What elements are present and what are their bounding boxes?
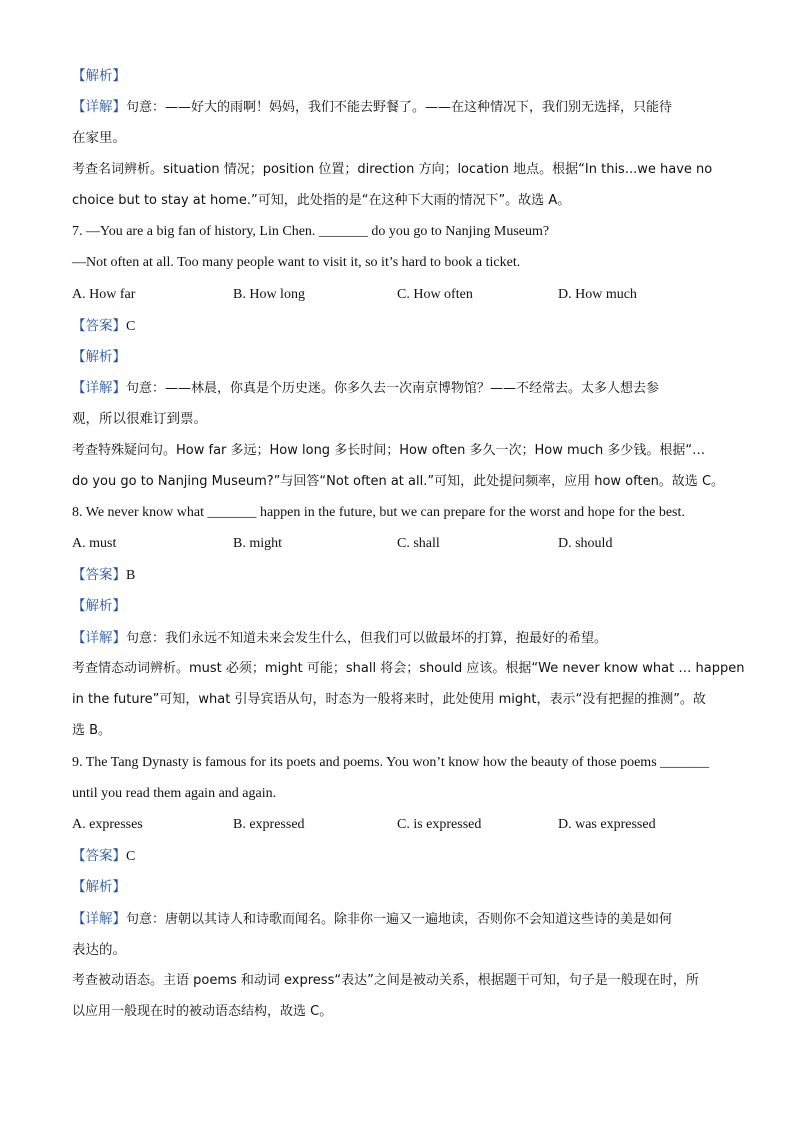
q9-stem-line-1: 9. The Tang Dynasty is famous for its poets and poems. You won’t know how the beauty of those poems _______ (72, 755, 710, 770)
q8-answer-value: B (126, 568, 136, 583)
q7-option-b: B. How long (233, 287, 305, 302)
q7-exam-line-1: 考查特殊疑问句。How far 多远；How long 多长时间；How often 多久一次；How much 多少钱。根据“… (72, 443, 706, 458)
q9-detail-line-2: 表达的。 (72, 942, 126, 958)
q9-answer-value: C (126, 849, 136, 864)
q7-answer-label: 【答案】 (72, 318, 126, 334)
q9-option-d: D. was expressed (558, 817, 656, 832)
q6-analysis-label: 【解析】 (72, 68, 126, 84)
q7-option-a: A. How far (72, 287, 136, 302)
q7-detail-line-1 (72, 378, 659, 399)
q9-detail-text-1: 句意：唐朝以其诗人和诗歌而闻名。除非你一遍又一遍地读，否则你不会知道这些诗的美是如何 (126, 912, 673, 927)
q9-detail-line-1 (72, 909, 672, 930)
q7-stem-line-2: —Not often at all. Too many people want to visit it, so it’s hard to book a ticket. (72, 255, 521, 270)
q9-exam-line-1: 考查被动语态。主语 poems 和动词 express“表达”之间是被动关系，根据题干可知，句子是一般现在时，所 (72, 973, 699, 988)
q9-detail-label: 【详解】 (72, 911, 126, 927)
q9-answer-label: 【答案】 (72, 848, 126, 864)
q6-detail-line-1 (72, 97, 672, 118)
q7-exam-line-2: do you go to Nanjing Museum?”与回答“Not often at all.”可知，此处提问频率，应用 how often。故选 C。 (72, 474, 725, 489)
q8-detail-line-1 (72, 628, 607, 649)
q8-answer-line (72, 565, 135, 586)
q7-answer-line (72, 316, 135, 337)
q9-option-c: C. is expressed (397, 817, 482, 832)
q8-detail-label: 【详解】 (72, 630, 126, 646)
q7-detail-text-1: 句意：——林晨，你真是个历史迷。你多久去一次南京博物馆？——不经常去。太多人想去参 (126, 381, 660, 396)
q6-detail-line-2: 在家里。 (72, 130, 126, 146)
q8-answer-label: 【答案】 (72, 567, 126, 583)
q8-stem-line-1: 8. We never know what _______ happen in the future, but we can prepare for the worst and hope for the best. (72, 505, 685, 520)
q6-exam-line-1: 考查名词辨析。situation 情况；position 位置；direction 方向；location 地点。根据“In this...we have no (72, 162, 713, 177)
q8-exam-line-3: 选 B。 (72, 723, 112, 738)
q6-exam-line-2: choice but to stay at home.”可知，此处指的是“在这种下大雨的情况下”。故选 A。 (72, 193, 571, 208)
q8-option-b: B. might (233, 536, 283, 551)
q6-detail-text-1: 句意：——好大的雨啊！妈妈，我们不能去野餐了。——在这种情况下，我们别无选择，只能待 (126, 100, 673, 115)
q8-analysis-label: 【解析】 (72, 598, 126, 614)
q7-answer-value: C (126, 319, 136, 334)
q7-stem-line-1: 7. —You are a big fan of history, Lin Chen. _______ do you go to Nanjing Museum? (72, 224, 550, 239)
q8-option-a: A. must (72, 536, 117, 551)
q7-option-d: D. How much (558, 287, 637, 302)
q7-detail-line-2: 观，所以很难订到票。 (72, 411, 207, 427)
q8-option-c: C. shall (397, 536, 440, 551)
q9-answer-line (72, 846, 135, 867)
q9-option-a: A. expresses (72, 817, 143, 832)
q8-exam-line-2: in the future”可知，what 引导宾语从句，时态为一般将来时，此处使用 might，表示“没有把握的推测”。故 (72, 692, 706, 707)
q6-detail-label: 【详解】 (72, 99, 126, 115)
q7-detail-label: 【详解】 (72, 380, 126, 396)
q9-analysis-label: 【解析】 (72, 879, 126, 895)
q8-detail-text-1: 句意：我们永远不知道未来会发生什么，但我们可以做最坏的打算，抱最好的希望。 (126, 631, 608, 646)
q9-stem-line-2: until you read them again and again. (72, 786, 277, 801)
q8-exam-line-1: 考查情态动词辨析。must 必须；might 可能；shall 将会；should 应该。根据“We never know what … happen (72, 661, 745, 676)
q7-analysis-label: 【解析】 (72, 349, 126, 365)
q7-option-c: C. How often (397, 287, 473, 302)
q9-exam-line-2: 以应用一般现在时的被动语态结构，故选 C。 (72, 1004, 333, 1019)
q8-option-d: D. should (558, 536, 613, 551)
q9-option-b: B. expressed (233, 817, 305, 832)
